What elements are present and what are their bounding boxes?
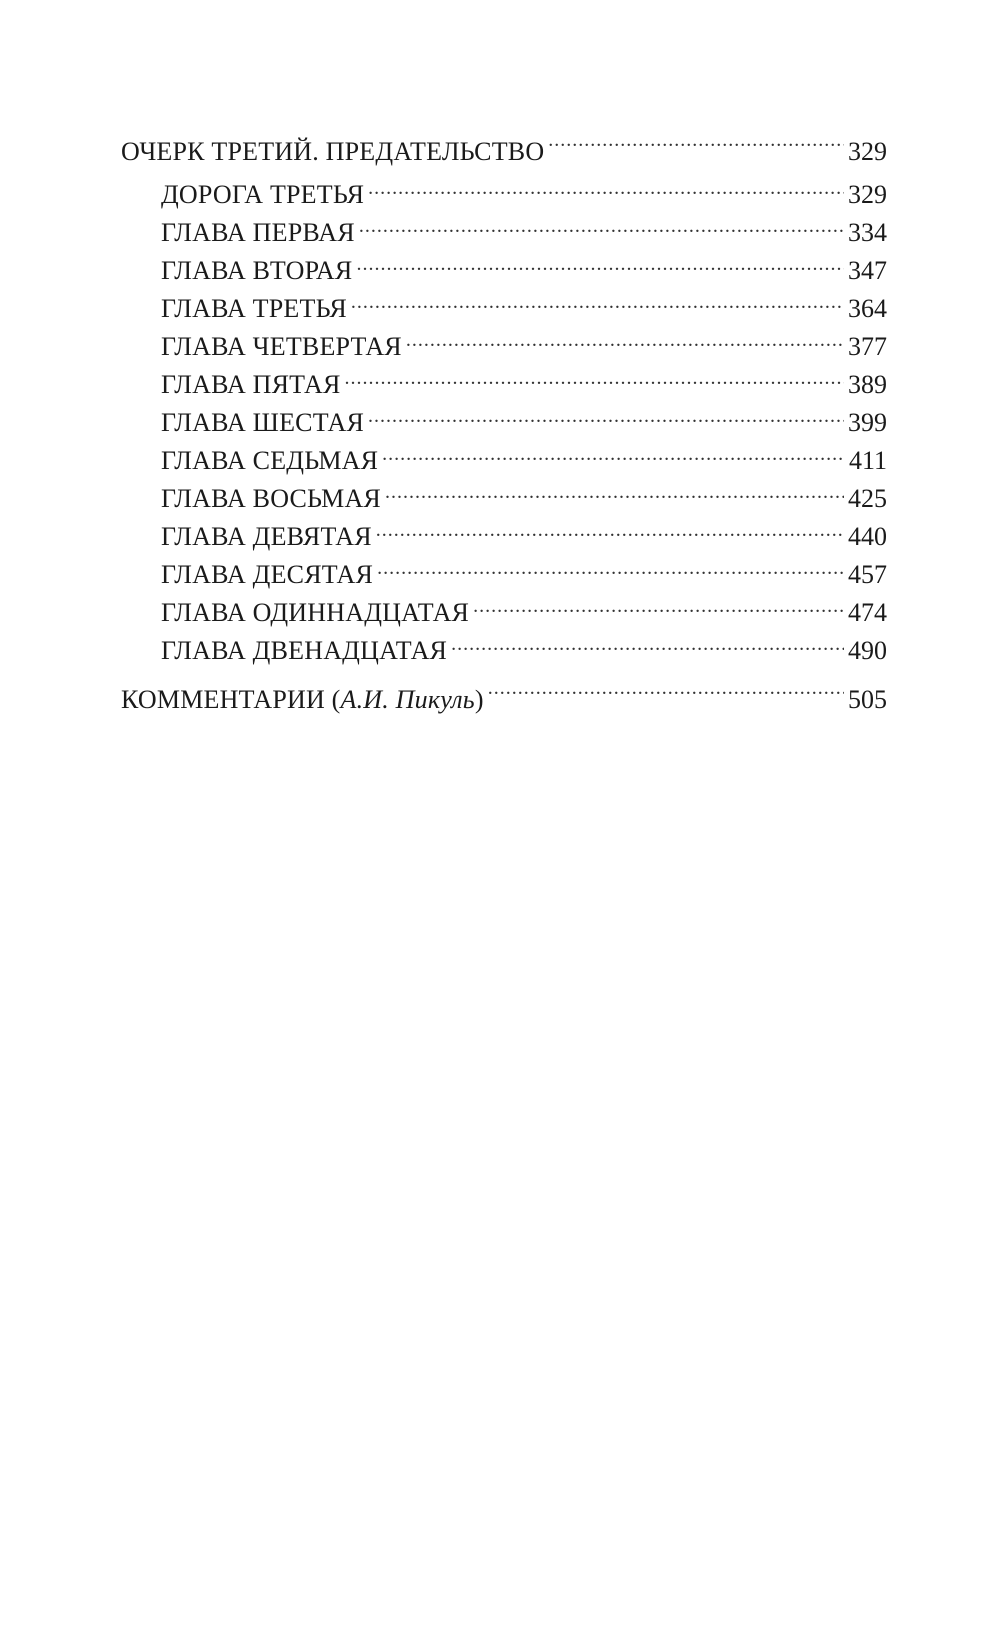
toc-entry-page: 425	[848, 484, 887, 513]
toc-entry-page: 490	[848, 636, 887, 665]
toc-entry-title: ГЛАВА СЕДЬМАЯ	[161, 446, 379, 475]
toc-entry-title: ДОРОГА ТРЕТЬЯ	[161, 180, 365, 209]
toc-entry-title: ГЛАВА ПЕРВАЯ	[161, 218, 355, 247]
toc-entry[interactable]	[121, 442, 887, 480]
toc-comments-page: 505	[848, 685, 887, 714]
toc-part-page: 329	[848, 137, 887, 166]
open-paren: (	[331, 685, 341, 714]
dot-leader	[377, 557, 844, 583]
toc-entry-title: ГЛАВА ЧЕТВЕРТАЯ	[161, 332, 402, 361]
close-paren: )	[474, 685, 484, 714]
toc-entry-page: 440	[848, 522, 887, 551]
dot-leader	[345, 367, 845, 393]
toc-entry-title: ГЛАВА ОДИННАДЦАТАЯ	[161, 598, 470, 627]
dot-leader	[385, 481, 844, 507]
toc-entry[interactable]	[121, 404, 887, 442]
dot-leader	[368, 405, 844, 431]
dot-leader	[406, 329, 844, 355]
toc-entry-page: 399	[848, 408, 887, 437]
toc-entry-page: 457	[848, 560, 887, 589]
comments-author: А.И. Пикуль	[340, 685, 475, 714]
dot-leader	[376, 519, 844, 545]
toc-entry[interactable]	[121, 366, 887, 404]
toc-entry-title: ГЛАВА ШЕСТАЯ	[161, 408, 365, 437]
dot-leader	[548, 134, 844, 160]
toc-part-entry[interactable]	[121, 128, 887, 176]
toc-entry-title: ГЛАВА ДВЕНАДЦАТАЯ	[161, 636, 448, 665]
toc-entry[interactable]	[121, 252, 887, 290]
dot-leader	[488, 682, 844, 708]
toc-entry-title: ГЛАВА ВТОРАЯ	[161, 256, 353, 285]
toc-entry[interactable]	[121, 214, 887, 252]
toc-entry[interactable]	[121, 632, 887, 670]
toc-entry-title: ГЛАВА ТРЕТЬЯ	[161, 294, 347, 323]
dot-leader	[451, 633, 844, 659]
toc-comments-entry[interactable]	[121, 676, 887, 724]
table-of-contents	[121, 128, 887, 724]
toc-entry[interactable]	[121, 176, 887, 214]
dot-leader	[356, 253, 844, 279]
toc-entry-page: 347	[848, 256, 887, 285]
comments-label: КОММЕНТАРИИ	[121, 685, 325, 714]
toc-entry-title: ГЛАВА ПЯТАЯ	[161, 370, 341, 399]
dot-leader	[351, 291, 844, 317]
toc-entry[interactable]	[121, 556, 887, 594]
dot-leader	[473, 595, 844, 621]
toc-entry-page: 377	[848, 332, 887, 361]
toc-entry[interactable]	[121, 594, 887, 632]
toc-part-title: ОЧЕРК ТРЕТИЙ. ПРЕДАТЕЛЬСТВО	[121, 137, 545, 166]
toc-comments-title	[121, 676, 484, 724]
toc-entry-page: 364	[848, 294, 887, 323]
toc-entry[interactable]	[121, 328, 887, 366]
toc-entry-page: 329	[848, 180, 887, 209]
toc-entry-title: ГЛАВА ДЕВЯТАЯ	[161, 522, 372, 551]
dot-leader	[382, 443, 845, 469]
dot-leader	[359, 215, 844, 241]
toc-entry[interactable]	[121, 518, 887, 556]
toc-entry-page: 389	[848, 370, 887, 399]
toc-entry-page: 411	[848, 446, 887, 475]
toc-entry[interactable]	[121, 290, 887, 328]
toc-entry-page: 334	[848, 218, 887, 247]
dot-leader	[368, 177, 844, 203]
toc-entry-page: 474	[848, 598, 887, 627]
toc-entry[interactable]	[121, 480, 887, 518]
toc-entry-title: ГЛАВА ДЕСЯТАЯ	[161, 560, 374, 589]
toc-entry-title: ГЛАВА ВОСЬМАЯ	[161, 484, 381, 513]
